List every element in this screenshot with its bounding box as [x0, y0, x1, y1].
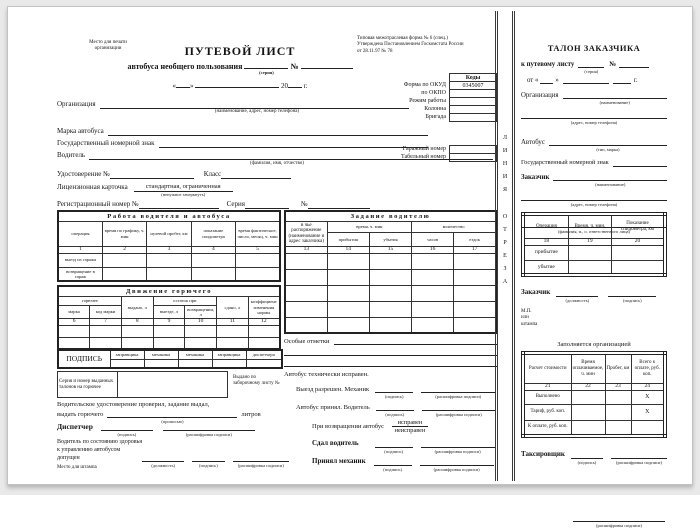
fill-cell[interactable] [236, 253, 280, 267]
fill-cell[interactable] [454, 285, 496, 301]
task-table-title: Задание водителю [285, 211, 496, 221]
fill-cell[interactable] [412, 253, 454, 269]
cut-line-right [512, 11, 515, 481]
mode-label: Режим работы [409, 98, 446, 104]
fuel-tickets-label: Серия и номер выданных талонов на горючее [58, 372, 118, 398]
license-card-row: Лицензионная карточка стандартная, ограниченная (ненужное зачеркнуть) [57, 183, 493, 192]
fill-cell[interactable] [153, 325, 185, 337]
driver-row: Водитель [57, 152, 493, 160]
coupon-filled-by: Заполняется организацией [557, 341, 631, 348]
driver-name[interactable]: (расшифровка подписи) [422, 403, 496, 411]
fill-cell[interactable] [90, 325, 122, 337]
health-signature[interactable]: (подпись) [192, 454, 225, 462]
health-position[interactable]: (должность) [142, 454, 184, 462]
received-signature[interactable]: (подпись) [374, 458, 412, 466]
fill-cell[interactable] [285, 285, 327, 301]
coupon-customer-row: Заказчик (наименование) [521, 173, 667, 181]
fill-cell[interactable] [327, 317, 369, 333]
fill-cell[interactable] [631, 420, 665, 436]
month-field[interactable] [195, 80, 279, 88]
bus-brand-field[interactable] [108, 128, 428, 136]
mechanic-signature[interactable]: (подпись) [375, 385, 413, 393]
fuel-tickets-field[interactable] [118, 372, 228, 398]
fill-cell[interactable] [605, 420, 631, 436]
tab-label: Табельный номер [400, 154, 446, 160]
class-field[interactable] [221, 171, 291, 179]
health-name[interactable]: (расшифровка подписи) [233, 454, 289, 462]
driver-field[interactable] [89, 152, 493, 160]
coupon-signature-field[interactable]: (подпись) [608, 289, 656, 297]
received-row: Принял механик (подпись) (расшифровка подписи) [312, 458, 499, 466]
return-condition-row: При возвращении автобус исправен неисправен [312, 419, 499, 434]
fuel-table-title: Движение горючего [58, 286, 280, 296]
coupon-customer-address-field[interactable]: (адрес, номер телефона) [521, 193, 667, 201]
taxer-signature-field[interactable]: (подпись) [571, 451, 603, 459]
stamp-place: Место для штампа [57, 465, 97, 470]
signature-cell[interactable] [144, 359, 178, 368]
coupon-stamp-note: М.П. или штампа [521, 309, 538, 327]
organization-label: Организация [57, 100, 96, 109]
coupon-month-field[interactable] [563, 76, 609, 84]
fill-cell[interactable] [605, 390, 631, 404]
cut-line-letter: О [502, 214, 508, 220]
mechanic-name[interactable]: (расшифровка подписи) [421, 385, 495, 393]
cut-line-letter: А [502, 279, 508, 285]
fill-cell[interactable] [369, 285, 411, 301]
fill-cell[interactable] [454, 253, 496, 269]
fill-cell[interactable] [571, 404, 605, 420]
fill-cell[interactable] [102, 253, 146, 267]
fill-cell[interactable] [327, 285, 369, 301]
fill-cell[interactable] [285, 269, 327, 285]
fill-cell[interactable] [454, 301, 496, 317]
fill-cell[interactable] [121, 337, 153, 349]
reg-number-field[interactable] [139, 201, 219, 209]
organization-row [57, 101, 409, 115]
form-subtitle: автобуса необщего пользования (серия) № [104, 61, 376, 71]
depart-row: Выезд разрешен. Механик (подпись) (расшифровка подписи) [296, 385, 499, 393]
fill-cell[interactable] [90, 337, 122, 349]
reg-series-field[interactable] [245, 201, 289, 209]
fill-cell[interactable] [236, 267, 280, 281]
work-row-label: возвращение в гараж [58, 267, 102, 281]
received-name[interactable]: (расшифровка подписи) [420, 458, 494, 466]
waybill-page [7, 6, 693, 528]
okud-label: Форма по ОКУД [403, 82, 446, 88]
series-field[interactable]: (серия) [244, 61, 288, 69]
coupon-calc-table: Расчет стоимости Время оплачиваемое, ч. мин Пробег, км Всего к оплате, руб. коп. 21 22 23 24 Выполнено X Тариф, руб. коп. X К оплате, руб. коп. [521, 351, 667, 438]
fill-cell[interactable] [369, 301, 411, 317]
brigade-field[interactable] [449, 113, 497, 122]
reg-num2-field[interactable] [308, 201, 370, 209]
coupon-bus-field[interactable]: (тип, марка) [549, 138, 667, 146]
coupon-position-field[interactable]: (должность) [556, 289, 598, 297]
fill-cell[interactable] [217, 337, 249, 349]
accepted-row: Автобус принял. Водитель (подпись) (расшифровка подписи) [296, 403, 499, 411]
fill-cell[interactable] [369, 269, 411, 285]
fill-cell[interactable] [191, 267, 235, 281]
plate-field[interactable] [159, 140, 429, 148]
org-stamp-note: Место для печати организации [89, 40, 127, 52]
coupon-ops-table: Операция Время, ч. мин. Показание спидометра, км 18 19 20 прибытие убытие [521, 212, 667, 277]
coupon-person-field[interactable]: (фамилия, и., о. ответственного лица) [521, 220, 667, 228]
signature-table: ПОДПИСЬ заправщика механика механика заправщика диспетчера [57, 349, 283, 369]
date-line: « » 20 г. [172, 82, 308, 90]
okpo-label: по ОКПО [421, 90, 446, 96]
cut-line-letter: И [502, 174, 508, 180]
coupon-org-row: Организация (наименование) [521, 91, 667, 99]
fill-cell[interactable] [327, 253, 369, 269]
cut-line-letter: Р [503, 240, 507, 246]
fill-cell[interactable] [412, 269, 454, 285]
signature-title: ПОДПИСЬ [58, 350, 110, 368]
signature-cell[interactable] [178, 359, 212, 368]
year-field[interactable] [288, 80, 302, 88]
handed-signature[interactable]: (подпись) [375, 440, 413, 448]
handed-name[interactable]: (расшифровка подписи) [421, 440, 495, 448]
fill-cell[interactable] [147, 267, 191, 281]
customer-coupon [521, 35, 667, 528]
fill-cell[interactable] [121, 325, 153, 337]
codes-header: Коды [449, 73, 497, 82]
license-field[interactable] [110, 171, 194, 179]
registration-row: Регистрационный номер № Серия № [57, 201, 493, 209]
coupon-title: ТАЛОН ЗАКАЗЧИКА [547, 43, 641, 53]
fill-cell[interactable] [58, 325, 90, 337]
fill-cell[interactable] [285, 317, 327, 333]
cut-line-letter: Е [503, 253, 507, 259]
fill-cell[interactable] [454, 269, 496, 285]
fill-cell[interactable] [153, 337, 185, 349]
signature-cell[interactable] [246, 359, 282, 368]
dispatcher-name[interactable]: (расшифровка подписи) [163, 423, 255, 431]
driver-check-block: Водительское удостоверение проверил, задание выдал, выдать горючего (прописью) литров [57, 401, 261, 424]
fill-cell[interactable] [185, 337, 217, 349]
fill-cell[interactable] [568, 245, 611, 260]
cut-line-letter: И [502, 148, 508, 154]
fill-cell[interactable] [191, 253, 235, 267]
fill-cell[interactable] [327, 301, 369, 317]
organization-hint: (наименование, адрес, номер телефона) [214, 109, 300, 114]
fill-cell[interactable] [412, 301, 454, 317]
plate-row: Государственный номерной знак [57, 140, 428, 148]
special-notes-field[interactable] [334, 337, 498, 345]
coupon-plate-row: Государственный номерной знак [521, 159, 667, 167]
fuel-amount-field[interactable]: (прописью) [107, 410, 237, 418]
brigade-label: Бригада [425, 114, 446, 120]
coupon-taxer-row: Таксировщик (подпись) (расшифровка подписи) [521, 451, 667, 459]
vehicle-fields [57, 128, 493, 213]
dispatcher-signature[interactable]: (подпись) [101, 423, 153, 431]
fill-cell[interactable] [454, 317, 496, 333]
dispatcher-row: Диспетчер (подпись) (расшифровка подписи) [57, 423, 255, 431]
fill-cell[interactable] [611, 245, 665, 260]
coupon-name-field[interactable]: (расшифровка подписи) [573, 514, 665, 522]
fill-cell[interactable] [412, 317, 454, 333]
signature-cell[interactable] [212, 359, 246, 368]
cut-line-letter: З [503, 266, 507, 272]
coupon-date-row: от « » г. [527, 76, 638, 84]
coupon-day-field[interactable] [540, 76, 553, 84]
handed-row: Сдал водитель (подпись) (расшифровка подписи) [312, 440, 499, 448]
fill-cell[interactable] [147, 253, 191, 267]
fill-cell[interactable] [412, 285, 454, 301]
work-table-title: Работа водителя и автобуса [58, 211, 280, 221]
condition-choice[interactable]: исправен неисправен [392, 419, 429, 434]
fill-cell[interactable] [327, 269, 369, 285]
special-notes-field[interactable] [284, 356, 497, 367]
fuel-table: Движение горючего горючее выдано, л остаток при сдано, л коэффициент изменения нормы марка код марки выезде, л возвращении, л 6 7 8 9 10 11 12 [57, 285, 281, 350]
coupon-year-field[interactable] [613, 76, 631, 84]
special-notes-block: Особые отметки [284, 337, 497, 367]
coupon-number-field[interactable] [619, 60, 649, 68]
fill-cell[interactable] [369, 253, 411, 269]
coupon-org-address-field[interactable]: (адрес, номер телефона) [521, 111, 667, 119]
fill-cell[interactable] [285, 253, 327, 269]
issued-by-sheet-label: Выдано по заборочному листу № [233, 375, 280, 387]
coupon-org-field[interactable]: (наименование) [563, 91, 668, 99]
fill-cell[interactable] [248, 325, 280, 337]
fill-cell[interactable] [58, 337, 90, 349]
special-notes-field[interactable] [284, 345, 497, 356]
license-card-value[interactable]: стандартная, ограниченная (ненужное зачеркнуть) [134, 183, 233, 192]
fill-cell[interactable] [611, 260, 665, 275]
fill-cell[interactable] [217, 325, 249, 337]
work-row-label: выезд из гаража [58, 253, 102, 267]
coupon-series-field[interactable]: (серия) [578, 60, 604, 68]
cut-line-label [498, 135, 512, 285]
health-block: Водитель по состоянию здоровья к управлению автобусом допущен (должность) (подпись) (расшифровка подписи) [57, 439, 289, 462]
work-table: Работа водителя и автобуса операция время по графику, ч. мин нулевой пробег, км показание спидометра время фактическое, число, месяц, ч. мин 1 2 3 4 5 выезд из гаража возвращение в гараж [57, 210, 281, 282]
driver-signature[interactable]: (подпись) [376, 403, 414, 411]
task-table: Задание водителю в чье распоряжение (наименование и адрес заказчика) время, ч. мин количество прибытия убытия часов ездок 13 14 15 16 17 [284, 210, 497, 334]
fill-cell[interactable] [185, 325, 217, 337]
coupon-customer-field[interactable]: (наименование) [553, 173, 667, 181]
signature-cell[interactable] [110, 359, 144, 368]
coupon-customer-sign-row: Заказчик (должность) (подпись) [521, 289, 667, 297]
bus-brand-row: Марка автобуса [57, 128, 428, 136]
fuel-tickets-block [57, 371, 281, 398]
garage-label: Гаражный номер [402, 146, 446, 152]
organization-field[interactable] [100, 101, 409, 109]
title-block [104, 44, 376, 90]
number-field[interactable] [301, 61, 353, 69]
tech-block: Автобус технически исправен. Выезд разрешен. Механик (подпись) (расшифровка подписи) Автобус принял. Водитель (подпись) (расшифровка подписи) При возвращении автобус исправен неисправен Сдал водитель (подпись) (расшифровка подписи) Принял механик (подпись) (расшифровка подписи) [284, 371, 499, 466]
fill-cell[interactable] [369, 317, 411, 333]
fill-cell[interactable] [248, 337, 280, 349]
fill-cell[interactable] [285, 301, 327, 317]
fill-cell[interactable] [605, 404, 631, 420]
coupon-bus-row: Автобус (тип, марка) [521, 138, 667, 146]
okud-value: 0345007 [449, 81, 497, 90]
day-field[interactable] [176, 80, 190, 88]
codes-block [343, 74, 497, 122]
fill-cell[interactable] [568, 260, 611, 275]
cut-line-letter: Л [502, 135, 508, 141]
cut-line-letter: Я [502, 187, 507, 193]
form-title: ПУТЕВОЙ ЛИСТ [184, 44, 296, 58]
license-row: Удостоверение № Класс [57, 171, 493, 179]
fill-cell[interactable] [571, 420, 605, 436]
column-label: Колонна [424, 106, 446, 112]
taxer-name-field[interactable]: (расшифровка подписи) [611, 451, 667, 459]
coupon-plate-field[interactable] [613, 159, 667, 167]
cut-line-letter: Т [503, 227, 507, 233]
cut-line-letter: Н [502, 161, 508, 167]
driver-hint: (фамилия, имя, отчество) [250, 161, 304, 166]
fill-cell[interactable] [571, 390, 605, 404]
coupon-sheet-row: к путевому листу (серия) № [521, 60, 667, 68]
form-meta: Типовая межотраслевая форма № 6 (спец.) Утверждена Постановлением Госкомстата России от 28.11.97 № 78 [357, 36, 464, 54]
fill-cell[interactable] [102, 267, 146, 281]
